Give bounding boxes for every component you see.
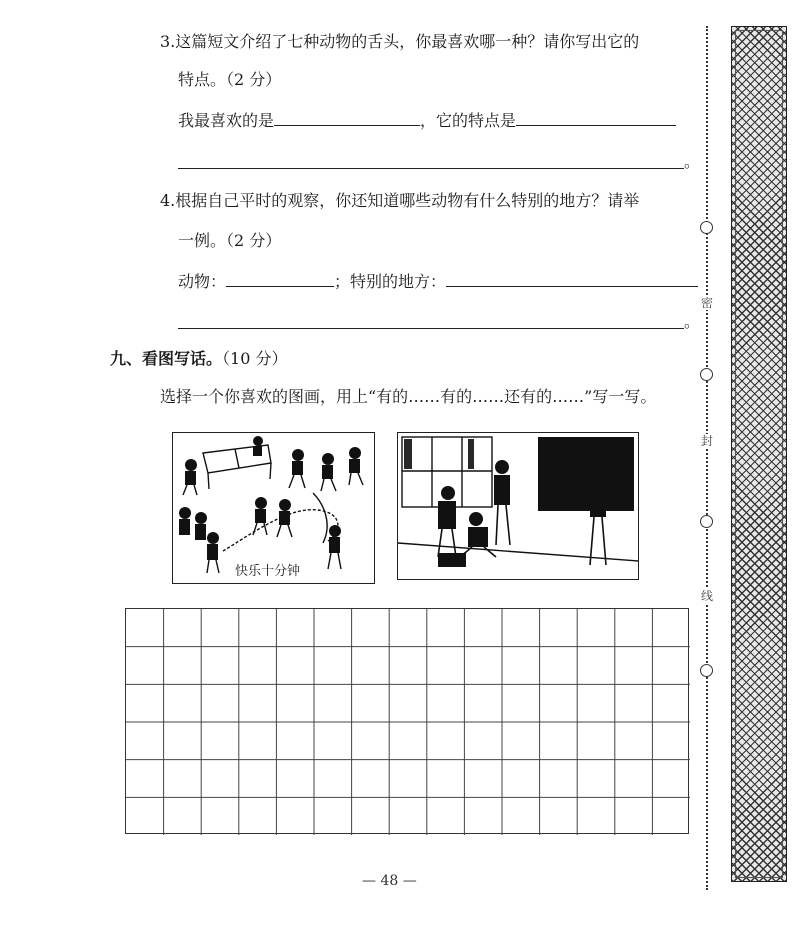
q4-blank-animal[interactable] (226, 271, 334, 287)
q4-line1: 4.根据自己平时的观察，你还知道哪些动物有什么特别的地方？请举 (160, 191, 640, 210)
binding-label-line: 线 (701, 589, 714, 603)
grid-lines (126, 609, 690, 835)
picture-playground[interactable] (172, 432, 375, 584)
q4-end-period: 。 (684, 312, 701, 331)
binding-label-seal: 密 (701, 296, 714, 310)
q4-fill-line (178, 271, 698, 293)
q4-line2: 一例。（2 分） (178, 231, 282, 250)
picture-classroom[interactable] (397, 432, 639, 580)
picture-caption: 快乐十分钟 (235, 564, 301, 579)
q3-fill-line (178, 110, 676, 132)
binding-circle-3 (700, 515, 713, 528)
playground-illustration (173, 433, 373, 583)
section9-instruction: 选择一个你喜欢的图画，用上“有的……有的……还有的……”写一写。 (160, 387, 657, 406)
classroom-illustration (398, 433, 638, 579)
binding-circle-4 (700, 664, 713, 677)
q3-fill-label-b: ，它的特点是 (420, 111, 517, 130)
q4-blank-feature[interactable] (446, 271, 698, 287)
q3-answer-line[interactable] (178, 168, 684, 169)
binding-dotted-line (706, 26, 708, 890)
section9-title: 九、看图写话。 (110, 349, 223, 368)
q3-blank-feature[interactable] (516, 110, 676, 126)
q3-line2: 特点。（2 分） (178, 70, 282, 89)
binding-circle-1 (700, 221, 713, 234)
decorative-border-pattern (731, 26, 787, 882)
q4-fill-label-a: 动物： (178, 272, 227, 291)
q4-answer-line[interactable] (178, 328, 684, 329)
q3-blank-animal[interactable] (274, 110, 420, 126)
page-number: — 48 — (362, 873, 417, 889)
q3-end-period: 。 (684, 152, 701, 171)
section9-score: （10 分） (222, 349, 288, 368)
q3-line1: 3.这篇短文介绍了七种动物的舌头，你最喜欢哪一种？请你写出它的 (160, 32, 640, 51)
section9-heading (110, 348, 287, 370)
q4-fill-label-b: ；特别的地方： (334, 272, 447, 291)
binding-label-close: 封 (701, 434, 714, 448)
binding-circle-2 (700, 368, 713, 381)
writing-grid[interactable] (125, 608, 689, 834)
q3-fill-label-a: 我最喜欢的是 (178, 111, 275, 130)
